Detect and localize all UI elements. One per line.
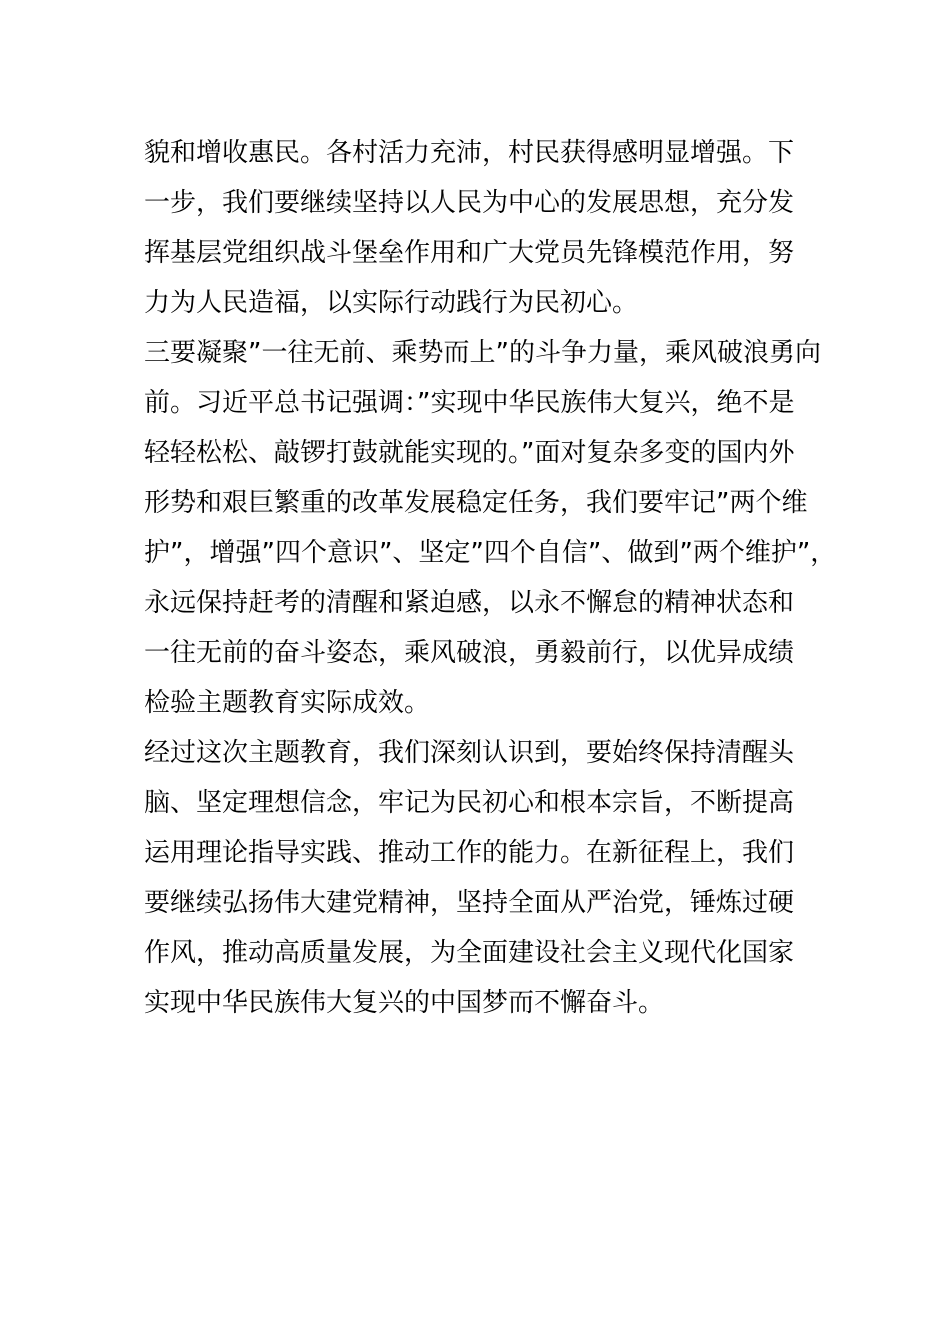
text-line: 运用理论指导实践、推动工作的能力。在新征程上，我们: [144, 838, 795, 868]
text-line: 挥基层党组织战斗堡垒作用和广大党员先锋模范作用，努: [144, 238, 795, 268]
text-line: 实现中华民族伟大复兴的中国梦而不懈奋斗。: [144, 988, 665, 1018]
paragraph-3: [144, 728, 814, 1028]
text-line: 一步，我们要继续坚持以人民为中心的发展思想，充分发: [144, 188, 795, 218]
paragraph-1: [144, 128, 814, 328]
text-line: 形势和艰巨繁重的改革发展稳定任务，我们要牢记”两个维: [144, 488, 808, 518]
text-line: 检验主题教育实际成效。: [144, 688, 431, 718]
text-line: 前。习近平总书记强调：”实现中华民族伟大复兴，绝不是: [144, 388, 795, 418]
text-line: 脑、坚定理想信念，牢记为民初心和根本宗旨，不断提高: [144, 788, 795, 818]
text-line: 貌和增收惠民。各村活力充沛，村民获得感明显增强。下: [144, 138, 795, 168]
text-line: 一往无前的奋斗姿态，乘风破浪，勇毅前行，以优异成绩: [144, 638, 795, 668]
text-line: 作风，推动高质量发展，为全面建设社会主义现代化国家: [144, 938, 795, 968]
text-line: 要继续弘扬伟大建党精神，坚持全面从严治党，锤炼过硬: [144, 888, 795, 918]
text-line: 经过这次主题教育，我们深刻认识到，要始终保持清醒头: [144, 738, 795, 768]
paragraph-2: [144, 328, 837, 728]
document-body: [144, 128, 837, 1028]
text-line: 护”，增强”四个意识”、坚定”四个自信”、做到”两个维护”，: [144, 538, 837, 568]
text-line: 力为人民造福，以实际行动践行为民初心。: [144, 288, 639, 318]
text-line: 轻轻松松、敲锣打鼓就能实现的。”面对复杂多变的国内外: [144, 438, 795, 468]
text-line: 三要凝聚”一往无前、乘势而上”的斗争力量，乘风破浪勇向: [144, 338, 821, 368]
text-line: 永远保持赶考的清醒和紧迫感，以永不懈怠的精神状态和: [144, 588, 795, 618]
